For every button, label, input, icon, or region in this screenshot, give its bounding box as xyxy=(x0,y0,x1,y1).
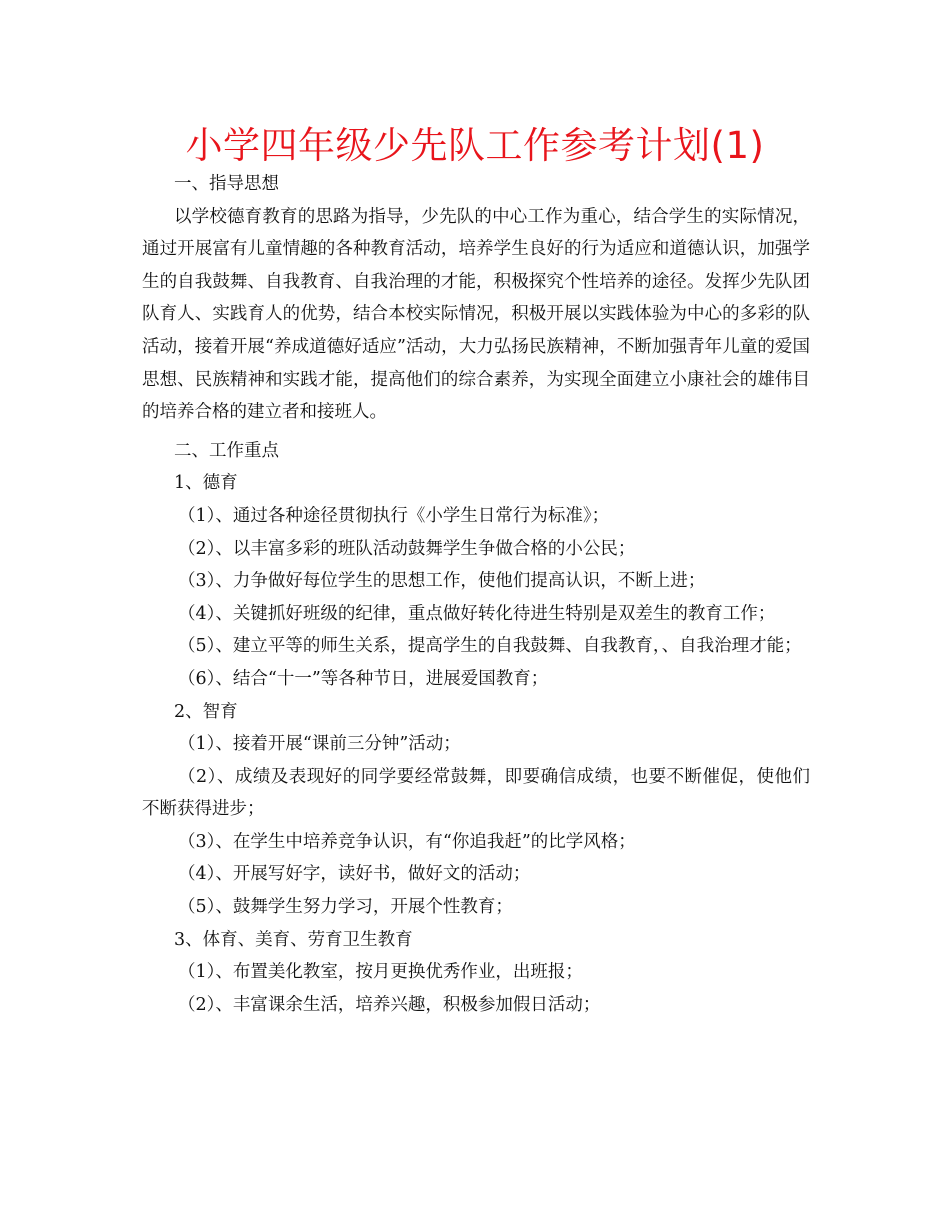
physical-item-1: （1）、布置美化教室，按月更换优秀作业，出班报； xyxy=(178,962,583,983)
moral-item-2: （2）、以丰富多彩的班队活动鼓舞学生争做合格的小公民； xyxy=(178,538,636,559)
intellect-heading: 2、智育 xyxy=(174,701,238,722)
physical-heading: 3、体育、美育、劳育卫生教育 xyxy=(174,929,413,950)
moral-item-6: （6）、结合“十一”等各种节日，进展爱国教育； xyxy=(178,668,549,689)
section-1-paragraph: 以学校德育教育的思路为指导，少先队的中心工作为重心，结合学生的实际情况，通过开展富有儿童情趣的各种教育活动，培养学生良好的行为适应和道德认识，加强学生的自我鼓舞、自我教育、自我治理的才能，积极探究个性培养的途径。发挥少先队团队育人、实践育人的优势，结合本校实际情况，积极开展以实践体验为中心的多彩的队活动，接着开展“养成道德好适应”活动，大力弘扬民族精神，不断加强青年儿童的爱国思想、民族精神和实践才能，提高他们的综合素养，为实现全面建立小康社会的雄伟目的培养合格的建立者和接班人。 xyxy=(142,206,810,423)
moral-item-4: （4）、关键抓好班级的纪律，重点做好转化待进生特别是双差生的教育工作； xyxy=(178,603,776,624)
intellect-item-2: （2）、成绩及表现好的同学要经常鼓舞，即要确信成绩，也要不断催促，使他们不断获得进步； xyxy=(142,766,810,820)
section-1-heading: 一、指导思想 xyxy=(174,174,279,194)
document-body xyxy=(142,168,810,1021)
physical-item-2: （2）、丰富课余生活，培养兴趣，积极参加假日活动； xyxy=(178,994,601,1015)
moral-item-3: （3）、力争做好每位学生的思想工作，使他们提高认识，不断上进； xyxy=(178,571,706,592)
document-title: 小学四年级少先队工作参考计划(1) xyxy=(185,124,765,167)
moral-item-5: （5）、建立平等的师生关系，提高学生的自我鼓舞、自我教育，、自我治理才能； xyxy=(178,636,802,657)
intellect-item-5: （5）、鼓舞学生努力学习，开展个性教育； xyxy=(178,897,513,918)
intellect-item-4: （4）、开展写好字，读好书，做好文的活动； xyxy=(178,864,531,885)
moral-item-1: （1）、通过各种途径贯彻执行《小学生日常行为标准》； xyxy=(178,505,610,526)
moral-heading: 1、德育 xyxy=(174,473,238,494)
section-2-heading: 二、工作重点 xyxy=(174,440,279,461)
intellect-item-3: （3）、在学生中培养竞争认识，有“你追我赶”的比学风格； xyxy=(178,831,636,852)
intellect-item-1: （1）、接着开展“课前三分钟”活动； xyxy=(178,734,461,755)
